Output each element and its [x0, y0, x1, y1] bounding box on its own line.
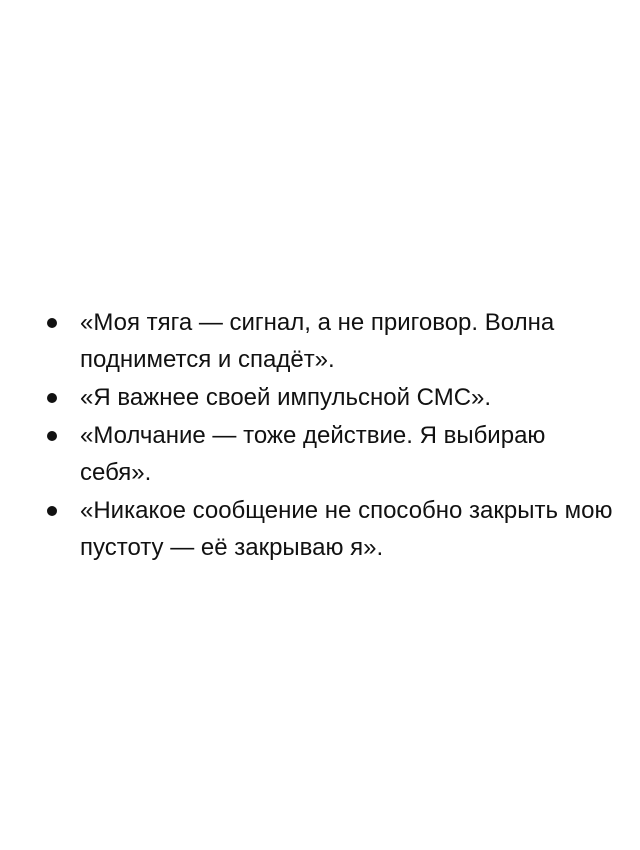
item-text: «Никакое сообщение не способно закрыть мою пустоту — её закрываю я». — [80, 497, 613, 561]
item-text: «Молчание — тоже действие. Я выбираю себя». — [80, 422, 546, 486]
item-text: «Моя тяга — сигнал, а не приговор. Волна поднимется и спадёт». — [80, 309, 555, 373]
item-text: «Я важнее своей импульсной СМС». — [80, 384, 492, 411]
affirmation-list — [0, 304, 640, 567]
bullet-icon — [47, 318, 57, 328]
list-item — [0, 304, 640, 378]
list-item — [0, 417, 640, 491]
list-item — [0, 492, 640, 566]
list-item — [0, 379, 640, 416]
bullet-icon — [47, 506, 57, 516]
bullet-icon — [47, 393, 57, 403]
bullet-icon — [47, 431, 57, 441]
